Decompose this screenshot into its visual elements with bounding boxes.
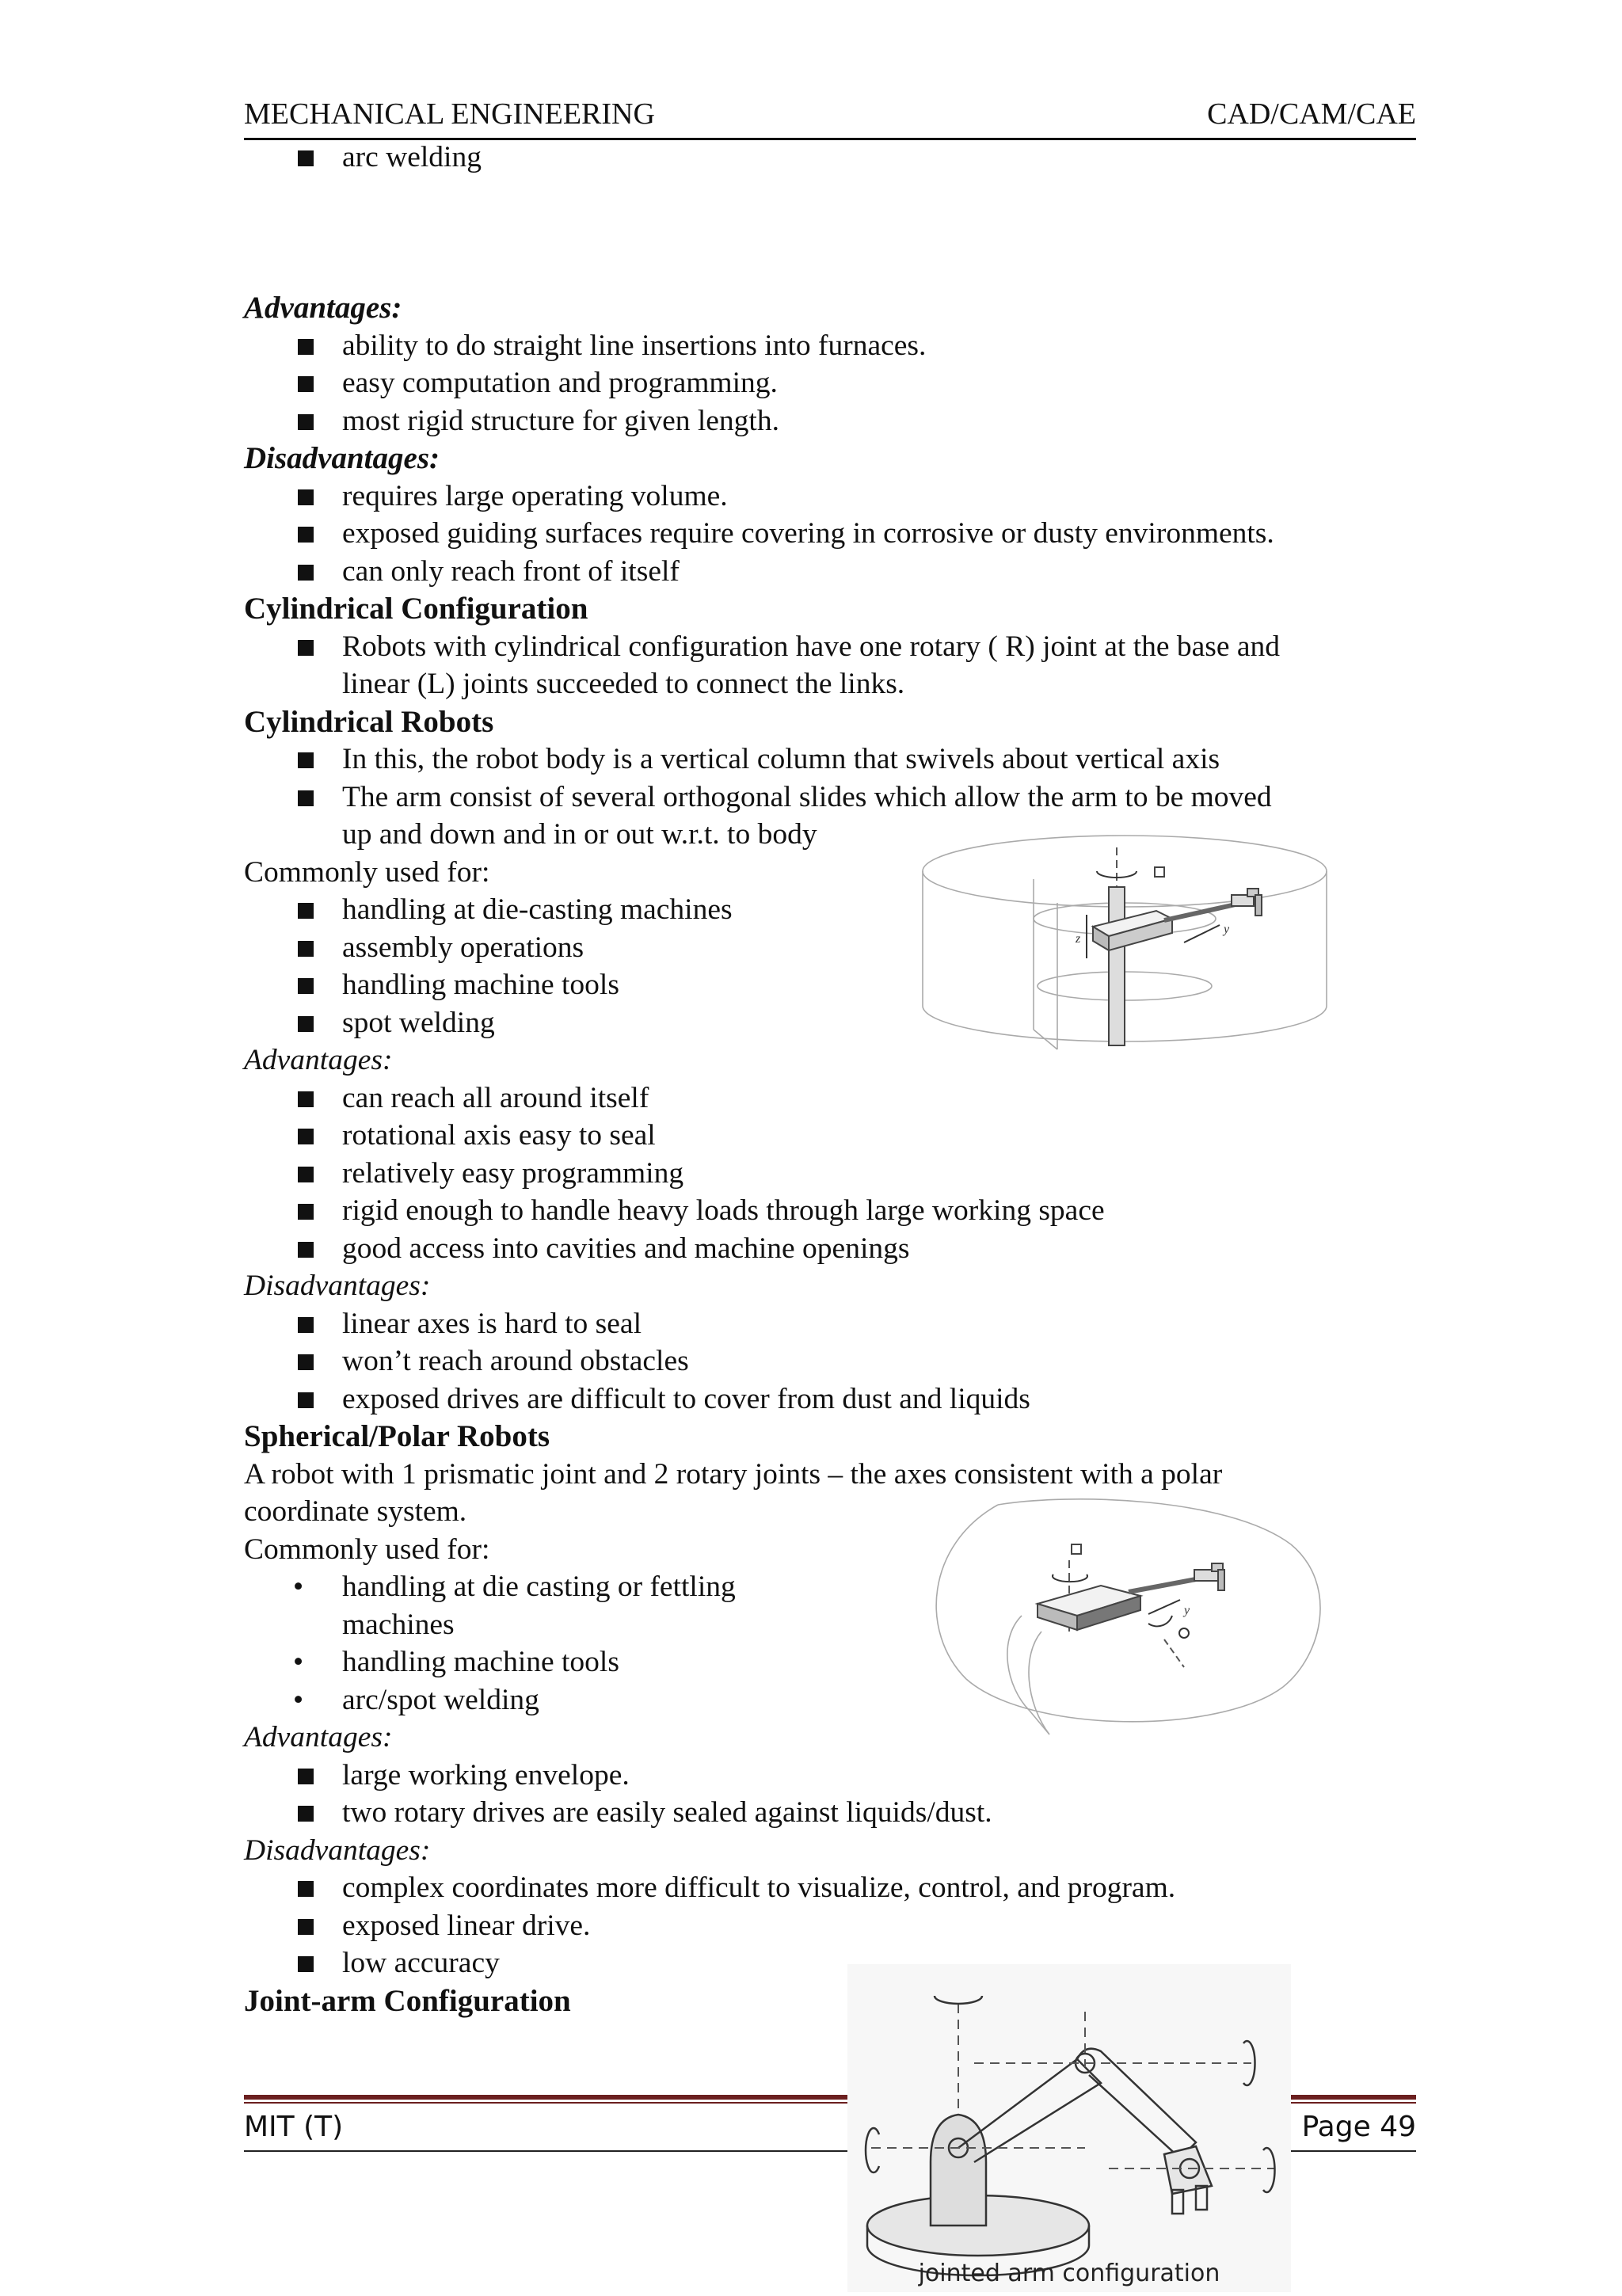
list-item: ability to do straight line insertions into furnaces. xyxy=(244,327,1432,365)
list-item: In this, the robot body is a vertical column that swivels about vertical axis xyxy=(244,741,1432,779)
subheading: Disadvantages: xyxy=(244,1270,431,1302)
paragraph-line: coordinate system. xyxy=(244,1495,467,1528)
spacer-line xyxy=(244,252,1432,290)
header-right: CAD/CAM/CAE xyxy=(1207,97,1416,131)
list-item: exposed linear drive. xyxy=(244,1907,1432,1945)
list-item: handling at die-casting machines xyxy=(244,891,1432,929)
list-item: rigid enough to handle heavy loads through large working space xyxy=(244,1192,1432,1230)
section-heading: Cylindrical Robots xyxy=(244,704,494,739)
section-heading: Advantages: xyxy=(244,291,402,325)
list-item: • handling at die casting or fettling xyxy=(244,1568,1432,1606)
page-header xyxy=(244,97,1416,140)
list-item-continuation: linear (L) joints succeeded to connect the links. xyxy=(342,668,905,700)
subheading: Advantages: xyxy=(244,1721,393,1753)
list-item: won’t reach around obstacles xyxy=(244,1342,1432,1380)
subheading: Disadvantages: xyxy=(244,1833,431,1867)
list-item: • handling machine tools xyxy=(244,1643,1432,1681)
list-item: requires large operating volume. xyxy=(244,478,1432,516)
list-item: can only reach front of itself xyxy=(244,553,1432,591)
subheading: Commonly used for: xyxy=(244,1533,490,1566)
list-item-continuation: machines xyxy=(342,1608,455,1641)
list-item: relatively easy programming xyxy=(244,1155,1432,1193)
list-item: most rigid structure for given length. xyxy=(244,402,1432,440)
list-item: two rotary drives are easily sealed against liquids/dust. xyxy=(244,1794,1432,1832)
list-item: arc welding xyxy=(244,139,1432,177)
spherical-robot-drawing xyxy=(911,1497,1338,1742)
spherical-robot-figure xyxy=(911,1497,1338,1742)
list-item: exposed guiding surfaces require covering in corrosive or dusty environments. xyxy=(244,515,1432,553)
subheading: Commonly used for: xyxy=(244,855,490,889)
cylindrical-robot-figure xyxy=(919,832,1331,1069)
jointed-arm-figure xyxy=(847,1964,1291,2292)
figure-caption: jointed arm configuration xyxy=(918,2260,1220,2287)
list-item: rotational axis easy to seal xyxy=(244,1117,1432,1155)
list-item: easy computation and programming. xyxy=(244,364,1432,402)
section-heading: Disadvantages: xyxy=(244,441,440,475)
paragraph-line: A robot with 1 prismatic joint and 2 rotary joints – the axes consistent with a polar xyxy=(244,1457,1223,1491)
section-heading: Cylindrical Configuration xyxy=(244,592,588,626)
list-item: handling machine tools xyxy=(244,966,1432,1004)
cylindrical-robot-drawing xyxy=(919,832,1331,1069)
list-item: linear axes is hard to seal xyxy=(244,1305,1432,1343)
spacer xyxy=(244,177,1432,252)
section-heading: Spherical/Polar Robots xyxy=(244,1419,550,1453)
list-item: assembly operations xyxy=(244,929,1432,967)
list-item: exposed drives are difficult to cover from dust and liquids xyxy=(244,1380,1432,1418)
list-item: can reach all around itself xyxy=(244,1079,1432,1118)
subheading: Advantages: xyxy=(244,1044,393,1076)
page-number: Page 49 xyxy=(1301,2111,1416,2143)
list-item: Robots with cylindrical configuration have one rotary ( R) joint at the base and xyxy=(244,628,1432,666)
footer-left: MIT (T) xyxy=(244,2111,344,2143)
figure-axis-label: z xyxy=(1076,932,1081,946)
list-item: large working envelope. xyxy=(244,1757,1432,1795)
list-item: low accuracy xyxy=(244,1944,1432,1982)
figure-axis-label: y xyxy=(1184,1604,1190,1617)
section-heading: Joint-arm Configuration xyxy=(244,1983,571,2018)
list-item: • arc/spot welding xyxy=(244,1681,1432,1719)
header-left: MECHANICAL ENGINEERING xyxy=(244,97,655,131)
list-item: good access into cavities and machine openings xyxy=(244,1230,1432,1268)
jointed-arm-drawing xyxy=(847,1964,1291,2292)
list-item: complex coordinates more difficult to visualize, control, and program. xyxy=(244,1869,1432,1907)
figure-axis-label: y xyxy=(1224,923,1230,936)
list-item: spot welding xyxy=(244,1004,1432,1042)
list-item: The arm consist of several orthogonal slides which allow the arm to be moved xyxy=(244,779,1432,817)
list-item-continuation: up and down and in or out w.r.t. to body xyxy=(342,818,817,851)
